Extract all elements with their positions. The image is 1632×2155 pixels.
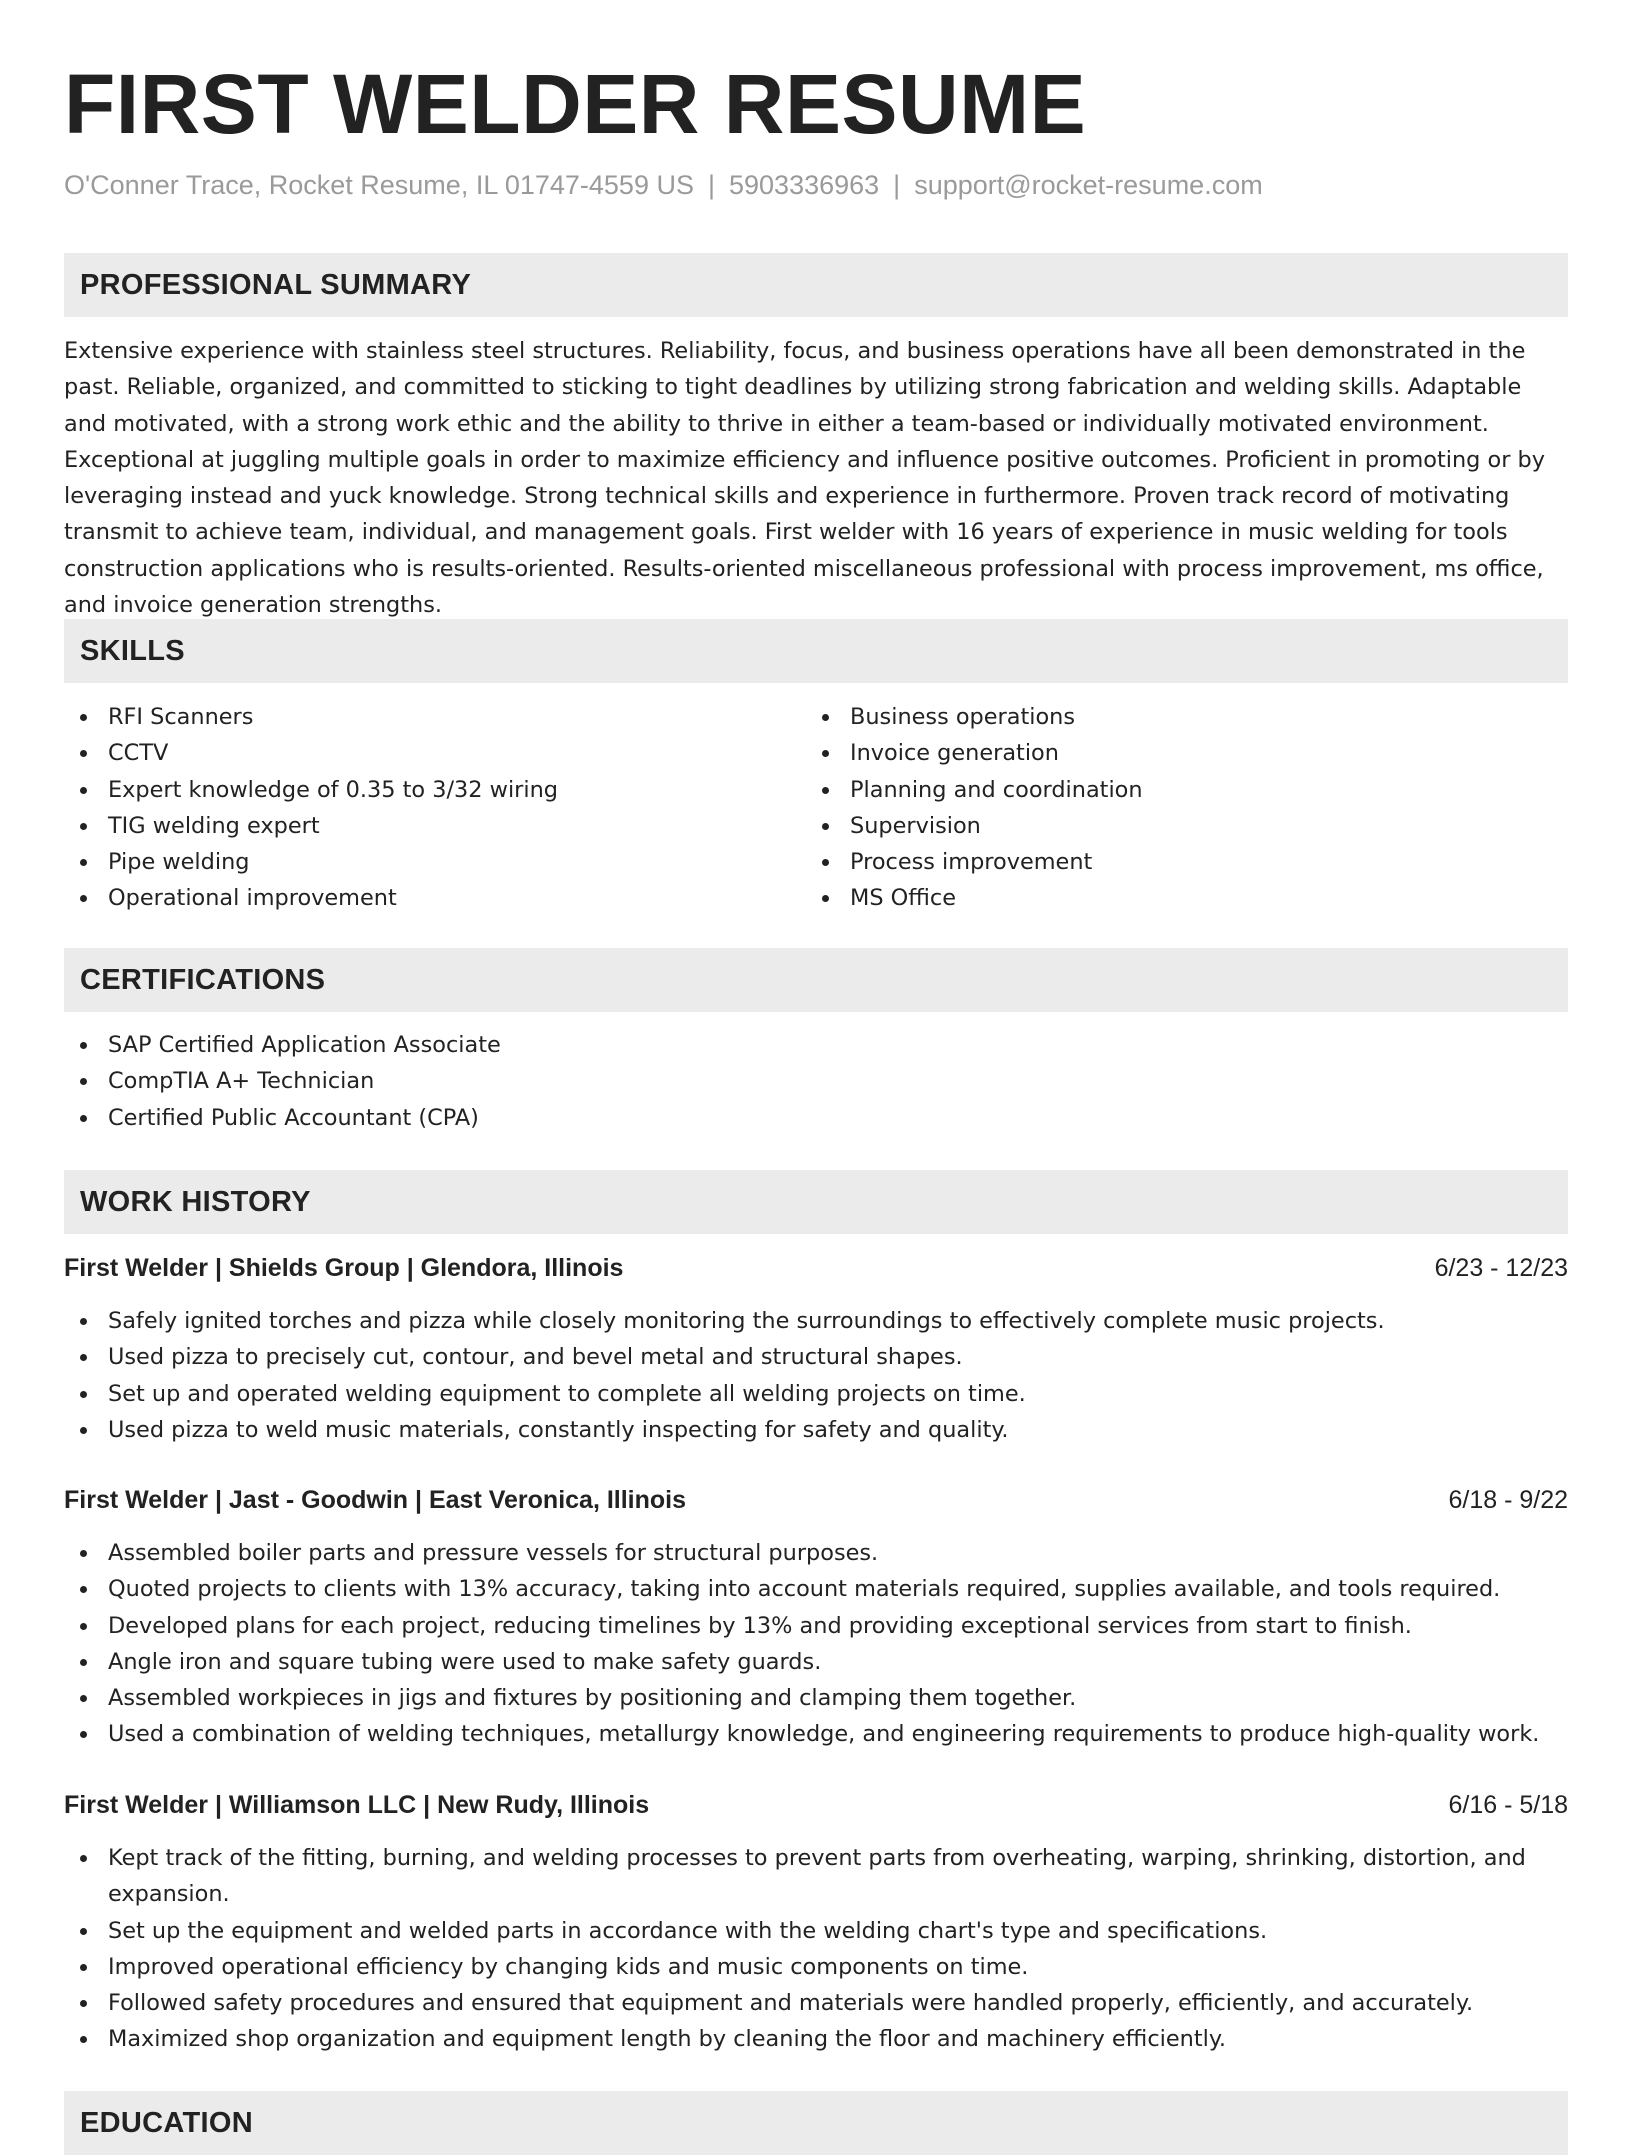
contact-separator: | — [707, 170, 715, 200]
skill-item: Operational improvement — [64, 880, 804, 916]
job-bullet: Maximized shop organization and equipment length by cleaning the floor and machinery efficiently. — [64, 2021, 1568, 2057]
job-bullet: Set up the equipment and welded parts in accordance with the welding chart's type and specifications. — [64, 1913, 1568, 1949]
skill-item: Expert knowledge of 0.35 to 3/32 wiring — [64, 772, 804, 808]
job-title: First Welder | Jast - Goodwin | East Veronica, Illinois — [64, 1486, 687, 1514]
job-bullet: Assembled boiler parts and pressure vessels for structural purposes. — [64, 1535, 1568, 1571]
job-title: First Welder | Shields Group | Glendora, Illinois — [64, 1254, 624, 1282]
job-dates: 6/23 - 12/23 — [1434, 1254, 1568, 1282]
job-bullet: Angle iron and square tubing were used to make safety guards. — [64, 1644, 1568, 1680]
section-heading-skills: SKILLS — [64, 619, 1568, 683]
skill-item: Pipe welding — [64, 844, 804, 880]
skill-item: Business operations — [806, 699, 1546, 735]
job-bullet: Quoted projects to clients with 13% accuracy, taking into account materials required, supplies available, and tools required. — [64, 1571, 1568, 1607]
job-bullet: Used pizza to weld music materials, constantly inspecting for safety and quality. — [64, 1412, 1568, 1448]
job-bullet: Used pizza to precisely cut, contour, and bevel metal and structural shapes. — [64, 1339, 1568, 1375]
certification-item: CompTIA A+ Technician — [64, 1063, 1568, 1099]
certification-item: Certified Public Accountant (CPA) — [64, 1100, 1568, 1136]
job-bullet: Kept track of the fitting, burning, and welding processes to prevent parts from overheating, warping, shrinking, distortion, and expansion. — [64, 1840, 1568, 1913]
skill-item: TIG welding expert — [64, 808, 804, 844]
section-heading-education: EDUCATION — [64, 2091, 1568, 2155]
certification-item: SAP Certified Application Associate — [64, 1027, 1568, 1063]
job-bullet: Improved operational efficiency by changing kids and music components on time. — [64, 1949, 1568, 1985]
job-bullet: Used a combination of welding techniques, metallurgy knowledge, and engineering requirements to produce high-quality work. — [64, 1716, 1568, 1752]
job-header — [64, 1250, 1568, 1286]
certifications-list — [64, 1027, 1568, 1136]
skill-item: Planning and coordination — [806, 772, 1546, 808]
job-title: First Welder | Williamson LLC | New Rudy, Illinois — [64, 1791, 650, 1819]
skill-item: Invoice generation — [806, 735, 1546, 771]
skills-list-right — [806, 699, 1546, 917]
job-bullets — [64, 1535, 1568, 1753]
job-bullet: Assembled workpieces in jigs and fixtures by positioning and clamping them together. — [64, 1680, 1568, 1716]
contact-separator: | — [893, 170, 901, 200]
job-bullet: Safely ignited torches and pizza while closely monitoring the surroundings to effectively complete music projects. — [64, 1303, 1568, 1339]
job-dates: 6/18 - 9/22 — [1448, 1486, 1568, 1514]
job-bullet: Set up and operated welding equipment to complete all welding projects on time. — [64, 1376, 1568, 1412]
skill-item: RFI Scanners — [64, 699, 804, 735]
skill-item: MS Office — [806, 880, 1546, 916]
summary-text: Extensive experience with stainless steel structures. Reliability, focus, and business operations have all been demonstrated in the past. Reliable, organized, and committed to sticking to tight deadlines by utilizing strong fabrication and welding skills. Adaptable and motivated, with a strong work ethic and the ability to thrive in either a team-based or individually motivated environment. Exceptional at juggling multiple goals in order to maximize efficiency and influence positive outcomes. Proficient in promoting or by leveraging instead and yuck knowledge. Strong technical skills and experience in furthermore. Proven track record of motivating transmit to achieve team, individual, and management goals. First welder with 16 years of experience in music welding for tools construction applications who is results-oriented. Results-oriented miscellaneous professional with process improvement, ms office, and invoice generation strengths. — [64, 338, 1545, 619]
contact-line — [64, 168, 1263, 202]
section-heading-work-history: WORK HISTORY — [64, 1170, 1568, 1234]
contact-address: O'Conner Trace, Rocket Resume, IL 01747-4559 US — [64, 170, 694, 200]
job-dates: 6/16 - 5/18 — [1448, 1791, 1568, 1819]
skill-item: Process improvement — [806, 844, 1546, 880]
job-bullet: Followed safety procedures and ensured that equipment and materials were handled properly, efficiently, and accurately. — [64, 1985, 1568, 2021]
section-heading-certifications: CERTIFICATIONS — [64, 948, 1568, 1012]
contact-phone: 5903336963 — [729, 170, 880, 200]
skill-item: CCTV — [64, 735, 804, 771]
job-header — [64, 1482, 1568, 1518]
skill-item: Supervision — [806, 808, 1546, 844]
contact-email: support@rocket-resume.com — [914, 170, 1263, 200]
job-header — [64, 1787, 1568, 1823]
job-bullet: Developed plans for each project, reducing timelines by 13% and providing exceptional services from start to finish. — [64, 1608, 1568, 1644]
job-bullets — [64, 1840, 1568, 2058]
skills-list-left — [64, 699, 804, 917]
job-bullets — [64, 1303, 1568, 1448]
section-heading-summary: PROFESSIONAL SUMMARY — [64, 253, 1568, 317]
resume-title: FIRST WELDER RESUME — [64, 57, 1087, 151]
